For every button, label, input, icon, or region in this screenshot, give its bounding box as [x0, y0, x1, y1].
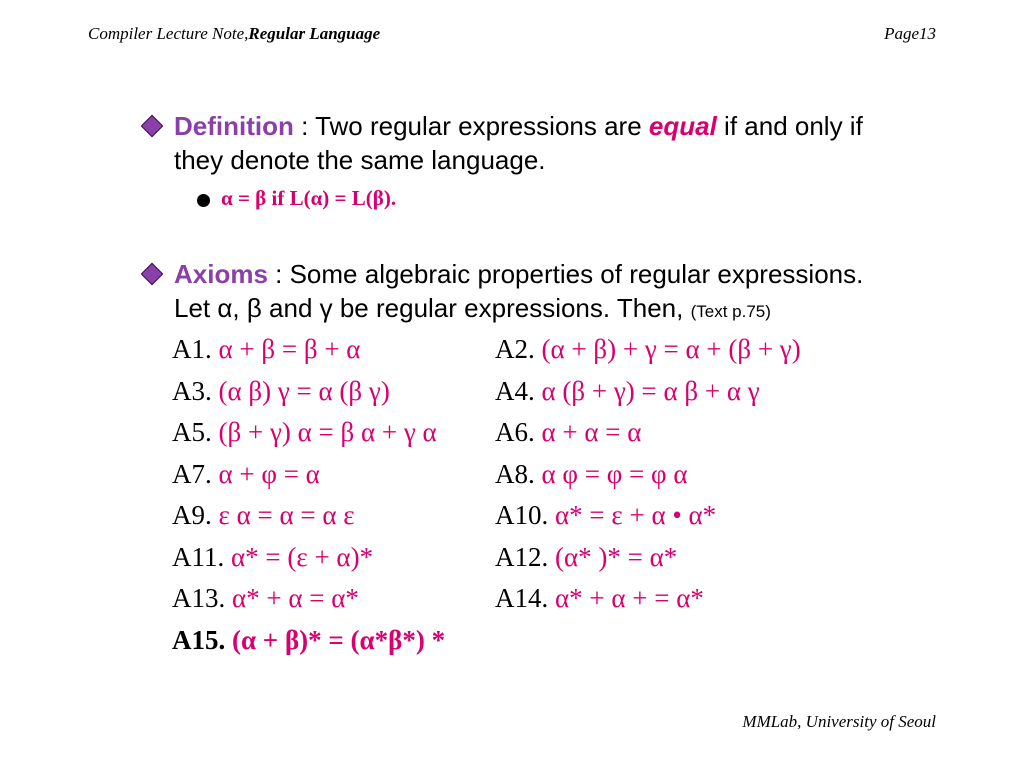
footer-affiliation: MMLab, University of Seoul	[742, 712, 936, 731]
axiom-label: A9.	[172, 500, 219, 530]
axiom-label: A15.	[172, 624, 232, 655]
axiom-expression: α* = (ε + α)*	[231, 541, 374, 572]
axiom-label: A7.	[172, 458, 219, 489]
axiom-label: A12.	[495, 541, 555, 572]
axioms-line-2	[174, 293, 771, 324]
header-title	[88, 24, 380, 44]
definition-emphasis: equal	[648, 111, 717, 141]
axiom-label: A1.	[172, 334, 219, 364]
axioms-keyword: Axioms	[174, 259, 268, 289]
axiom-label: A8.	[495, 458, 542, 489]
axioms-reference: (Text p.75)	[690, 302, 771, 321]
axiom-label: A4.	[495, 375, 542, 406]
axiom-expression: (α + β) + γ = α + (β + γ)	[541, 334, 801, 364]
header-topic: Regular Language	[248, 24, 381, 43]
diamond-bullet-icon	[141, 263, 164, 286]
axiom-expression: α* + α = α*	[232, 583, 359, 613]
axiom-expression: α* + α + = α*	[555, 583, 704, 613]
axiom-expression: α + φ = α	[218, 458, 320, 489]
axiom-item	[495, 417, 641, 448]
axiom-item	[172, 417, 437, 448]
axiom-expression: α φ = φ = φ α	[541, 458, 688, 489]
axioms-line-1	[174, 259, 863, 290]
definition-text-before: : Two regular expressions are	[293, 111, 649, 141]
axiom-expression: α + β = β + α	[218, 334, 361, 364]
axiom-item	[495, 459, 688, 490]
axiom-label: A6.	[495, 417, 542, 447]
axiom-item	[172, 500, 355, 531]
axiom-item	[172, 334, 360, 365]
axiom-item	[172, 583, 359, 614]
axiom-expression: (α + β)* = (α*β*) *	[232, 624, 446, 655]
axiom-expression: ε α = α = α ε	[218, 500, 355, 530]
definition-formula: α = β if L(α) = L(β).	[221, 186, 397, 210]
axiom-label: A3.	[172, 375, 219, 406]
axiom-item	[495, 542, 677, 573]
axiom-expression: (β + γ) α = β α + γ α	[218, 417, 437, 447]
axiom-item	[495, 376, 760, 407]
axiom-expression: (α* )* = α*	[555, 541, 678, 572]
bullet-dot-icon	[197, 194, 210, 207]
axiom-label: A11.	[172, 541, 231, 572]
axiom-item	[495, 583, 704, 614]
axiom-item	[495, 334, 801, 365]
definition-line-2: they denote the same language.	[174, 145, 546, 175]
axiom-label: A13.	[172, 583, 232, 613]
definition-line-1	[174, 111, 863, 142]
axiom-item	[172, 459, 320, 490]
axiom-label: A2.	[495, 334, 542, 364]
axiom-expression: α (β + γ) = α β + α γ	[541, 375, 760, 406]
axiom-label: A10.	[495, 500, 555, 530]
axiom-label: A14.	[495, 583, 555, 613]
axiom-expression: α* = ε + α • α*	[555, 500, 717, 530]
diamond-bullet-icon	[141, 115, 164, 138]
definition-keyword: Definition	[174, 111, 294, 141]
definition-text-after: if and only if	[716, 111, 863, 141]
axioms-let-text: Let α, β and γ be regular expressions. Then,	[174, 293, 691, 323]
axiom-expression: α + α = α	[541, 417, 642, 447]
axiom-item	[495, 500, 716, 531]
axioms-text: : Some algebraic properties of regular expressions.	[267, 259, 864, 289]
axiom-item	[172, 376, 390, 407]
axiom-item	[172, 625, 445, 656]
header-course: Compiler Lecture Note,	[88, 24, 249, 43]
page-number: Page13	[884, 24, 936, 43]
axiom-expression: (α β) γ = α (β γ)	[218, 375, 390, 406]
axiom-label: A5.	[172, 417, 219, 447]
axiom-item	[172, 542, 373, 573]
